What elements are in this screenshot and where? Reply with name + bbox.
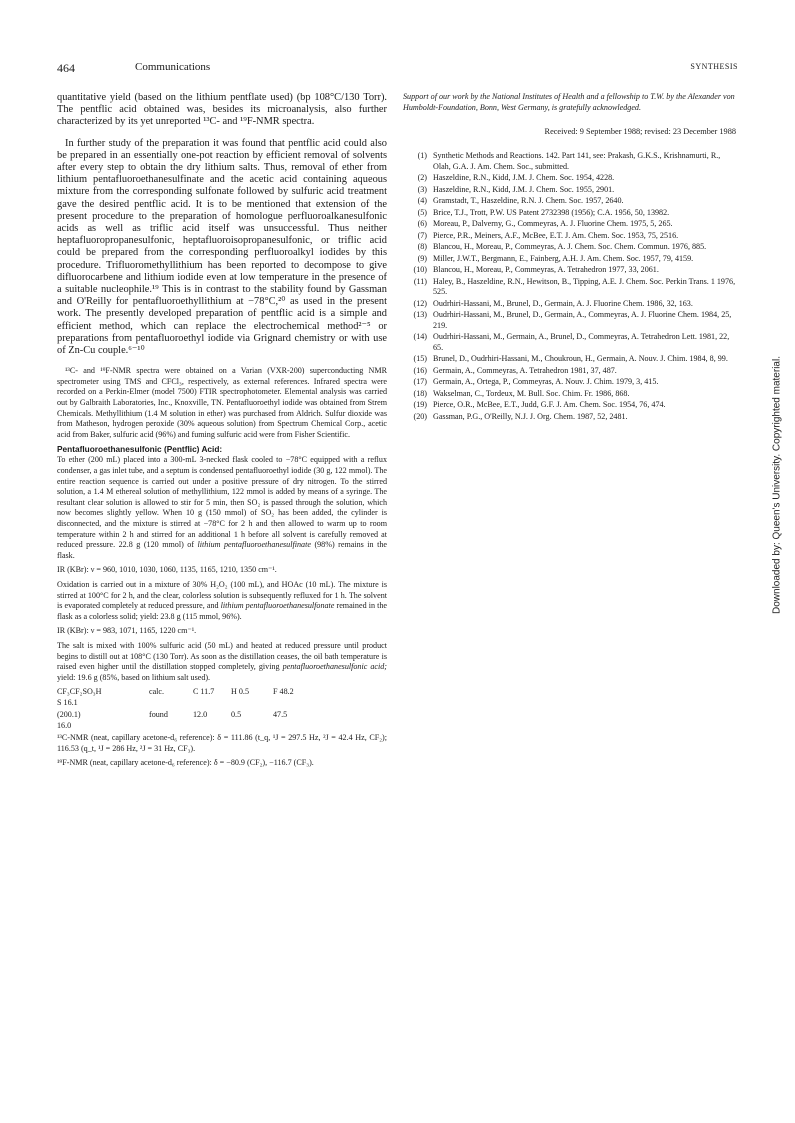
received-date: Received: 9 September 1988; revised: 23 December 1988 bbox=[544, 127, 736, 137]
procedure-heading: Pentafluoroethanesulfonic (Pentflic) Acid: bbox=[57, 444, 223, 455]
reference-item: (17) Germain, A., Ortega, P., Commeyras, A. Nouv. J. Chim. 1979, 3, 415. bbox=[413, 377, 659, 387]
elemental-analysis-row: (200.1) found 12.0 0.5 47.5 16.0 bbox=[57, 710, 288, 730]
reference-item: (6) Moreau, P., Dalverny, G., Commeyras, A. J. Fluorine Chem. 1975, 5, 265. bbox=[417, 219, 673, 229]
reference-item: (5) Brice, T.J., Trott, P.W. US Patent 2732398 (1956); C.A. 1956, 50, 13982. bbox=[417, 207, 670, 217]
reference-item: (8) Blancou, H., Moreau, P., Commeyras, A. J. Chem. Soc. Chem. Commun. 1976, 885. bbox=[417, 242, 707, 252]
reference-item: (2) Haszeldine, R.N., Kidd, J.M. J. Chem. Soc. 1954, 4228. bbox=[417, 173, 615, 183]
f19-nmr-data: ¹⁹F-NMR (neat, capillary acetone-d₆ reference): δ = −80.9 (CF₂), −116.7 (CF₃). bbox=[57, 758, 314, 768]
right-column bbox=[403, 92, 736, 423]
reference-item: (20) Gassman, P.G., O'Reilly, N.J. J. Org. Chem. 1987, 52, 2481. bbox=[413, 411, 628, 421]
acknowledgement: Support of our work by the National Institutes of Health and a fellowship to T.W. by the Alexander von Humboldt-Foundation, Bonn, West Germany, is gratefully acknowledged. bbox=[403, 92, 735, 112]
download-notice bbox=[767, 250, 787, 720]
procedure-step-2: Oxidation is carried out in a mixture of 30% H₂O₂ (100 mL), and HOAc (10 mL). The mixture is stirred at 100°C for 2 h, and the clear, colorless solution is subsequently refluxed for 1 h. The solvent is evaporated completely at reduced pressure, and lithium pentafluoroethanesulfonate remained in the flask as a colorless solid; yield: 23.8 g (115 mmol, 96%). bbox=[57, 579, 387, 621]
reference-item: (12) Oudrhiri-Hassani, M., Brunel, D., Germain, A. J. Fluorine Chem. 1986, 32, 163. bbox=[413, 298, 693, 308]
reference-item: (16) Germain, A., Commeyras, A. Tetrahedron 1981, 37, 487. bbox=[413, 365, 617, 375]
reference-item: (13) Oudrhiri-Hassani, M., Brunel, D., Germain, A., Commeyras, A. J. Fluorine Chem. 1984, 25, 219. bbox=[413, 310, 732, 330]
page-number: 464 bbox=[57, 61, 75, 75]
journal-name: SYNTHESIS bbox=[690, 62, 738, 71]
reference-item: (18) Wakselman, C., Tordeux, M. Bull. Soc. Chim. Fr. 1986, 868. bbox=[413, 388, 630, 398]
reference-item: (14) Oudrhiri-Hassani, M., Germain, A., Brunel, D., Commeyras, A. Tetrahedron Lett. 1981, 22, 65. bbox=[413, 332, 730, 352]
ir-sulfinate: IR (KBr): ν = 960, 1010, 1030, 1060, 1135, 1165, 1210, 1350 cm⁻¹. bbox=[57, 565, 277, 575]
section-title: Communications bbox=[135, 61, 211, 73]
reference-item: (9) Miller, J.W.T., Bergmann, E., Fainberg, A.H. J. Am. Chem. Soc. 1957, 79, 4159. bbox=[417, 253, 694, 263]
left-column bbox=[57, 92, 387, 773]
reference-item: (3) Haszeldine, R.N., Kidd, J.M. J. Chem. Soc. 1955, 2901. bbox=[417, 184, 615, 194]
reference-item: (15) Brunel, D., Oudrhiri-Hassani, M., Choukroun, H., Germain, A. Nouv. J. Chim. 1984, 8, 99. bbox=[413, 354, 728, 364]
download-notice-text: Downloaded by: Queen's University. Copyrighted material. bbox=[771, 356, 783, 614]
reference-item: (11) Haley, B., Haszeldine, R.N., Hewitson, B., Tipping, A.E. J. Chem. Soc. Perkin Trans. 1 1976, 525. bbox=[413, 276, 736, 297]
ir-sulfonate: IR (KBr): ν = 983, 1071, 1165, 1220 cm⁻¹. bbox=[57, 626, 197, 636]
discussion-paragraph: In further study of the preparation it was found that pentflic acid could also be prepared in an essentially one-pot reaction by efficient removal of solvents after every step to obtain the dry lithium salts. Thus, removal of ether from lithium pentafluoroethanesulfinate and the acetic acid containing aqueous mixture from the corresponding sulfonate followed by sulfuric acid treatment gave the desired pentflic acid. It is to be mentioned that extension of the present procedure to the preparation of homologue perfluoroalkanesulfonic acids as well as triflic acid itself was unsuccessful. Thus neither heptafluoropropanesulfonic, heptafluoroisopropanesulfonic, or triflic acid could be prepared from the corresponding perfluoroalkyl iodides by this procedure. Trifluoromethyllithium has been reported to decompose to give difluorocarbene and lithium iodide even at low temperature in the presence of a suitable nucleophile.¹⁹ This is in contrast to the stability found by Gassman and O'Reilly for pentafluoroethyllithium at −78°C,²⁰ as used in the present work. The presently developed preparation of pentflic acid is a simple and efficient method, which can replace the electrochemical method²⁻⁵ or preparations from pentafluoroethyl iodide via Grignard chemistry or with use of Zn-Cu couple.⁶⁻¹⁰ bbox=[57, 137, 387, 357]
experimental-general: ¹³C- and ¹⁹F-NMR spectra were obtained on a Varian (VXR-200) superconducting NMR spectrometer using TMS and CFCl₃, respectively, as external references. Infrared spectra were recorded on a Perkin-Elmer (model 7500) FTIR spectrophotometer. Elemental analysis was carried out by Galbraith Laboratories, Inc., Knoxville, TN. Pentafluoroethyl iodide was obtained from Strem Chemicals. Methyllithium (1.4 M solution in ether) was purchased from Aldrich. Sulfur dioxide was from Matheson, hydrogen peroxide (30% aqueous solution) from Spectrum Chemical Corp., acetic acid from Baker, sulfuric acid (96%) and fuming sulfuric acid were from Fisher Scientific. bbox=[57, 366, 387, 439]
reference-item: (4) Gramstadt, T., Haszeldine, R.N. J. Chem. Soc. 1957, 2640. bbox=[417, 196, 624, 206]
reference-item: (19) Pierce, O.R., McBee, E.T., Judd, G.F. J. Am. Chem. Soc. 1954, 76, 474. bbox=[413, 400, 666, 410]
running-header bbox=[57, 61, 738, 75]
reference-list bbox=[403, 151, 736, 422]
procedure-step-1: To ether (200 mL) placed into a 300-mL 3-necked flask cooled to −78°C equipped with a reflux condenser, a gas inlet tube, and a septum is condensed pentafluoroethyl iodide (30 g, 122 mmol). The entire reaction sequence is carried out under a positive pressure of dry nitrogen. To the stirred solution, a 1.4 M ethereal solution of methyllithium, 122 mmol is added by means of a syringe. The resultant clear solution is allowed to stir for 5 min, then SO₂ is passed through the solution, which now becomes slightly yellow. When 10 g (150 mmol) of SO₂ has been added, the cylinder is disconnected, and the mixture is stirred at −78°C for 2 h and then allowed to warm up to room temperature within 2 h and stirred for an additional 1 h before all solvent is carefully removed at reduced pressure. 22.8 g (120 mmol) of lithium pentafluoroethanesulfinate (98%) remains in the flask. bbox=[57, 455, 387, 560]
c13-nmr-data: ¹³C-NMR (neat, capillary acetone-d₆ reference): δ = 111.86 (t_q, ¹J = 297.5 Hz, ²J = 42.4 Hz, CF₂); 116.53 (q_t, ¹J = 286 Hz, ²J = 31 Hz, CF₃). bbox=[57, 733, 387, 753]
elemental-analysis-row: CF₃CF₂SO₃H calc. C 11.7 H 0.5 F 48.2 S 16.1 bbox=[57, 687, 294, 707]
reference-item: (10) Blancou, H., Moreau, P., Commeyras, A. Tetrahedron 1977, 33, 2061. bbox=[413, 265, 659, 275]
reference-item: (1) Synthetic Methods and Reactions. 142. Part 141, see: Prakash, G.K.S., Krishnamurti, R., Olah, G.A. J. Am. Chem. Soc., submitted. bbox=[417, 151, 721, 171]
procedure-step-3: The salt is mixed with 100% sulfuric acid (50 mL) and heated at reduced pressure until product begins to distill out at 108°C (130 Torr). As soon as the distillation ceases, the oil bath temperature is raised even higher until the distillation stopped completely, giving pentafluoroethanesulfonic acid; yield: 19.6 g (85%, based on lithium salt used). bbox=[57, 640, 388, 682]
intro-paragraph: quantitative yield (based on the lithium pentflate used) (bp 108°C/130 Torr). The pentflic acid obtained was, besides its microanalysis, also further characterized by its yet unreported ¹³C- and ¹⁹F-NMR spectra. bbox=[57, 92, 387, 128]
reference-item: (7) Pierce, P.R., Meiners, A.F., McBee, E.T. J. Am. Chem. Soc. 1953, 75, 2516. bbox=[417, 230, 679, 240]
